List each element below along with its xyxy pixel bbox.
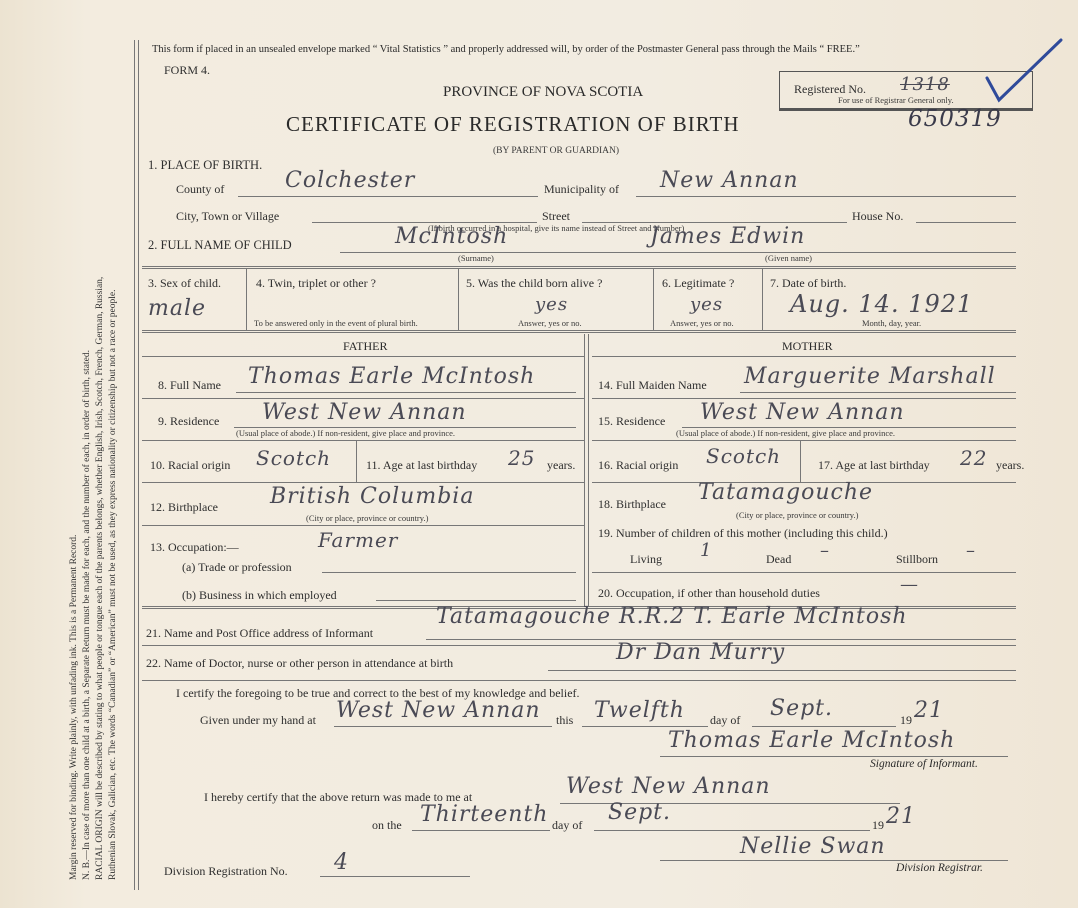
mother-years-label: years.: [996, 458, 1025, 472]
dead-value: –: [820, 540, 830, 561]
mother-residence: West New Annan: [700, 400, 905, 425]
doctor-value: Dr Dan Murry: [616, 640, 786, 665]
date-of-birth-note: Month, day, year.: [862, 318, 922, 328]
registered-number: 1318: [900, 74, 950, 95]
father-racial-origin-label: 10. Racial origin: [150, 458, 231, 472]
mother-residence-note: (Usual place of abode.) If non-resident, give place and province.: [676, 428, 896, 438]
father-name: Thomas Earle McIntosh: [248, 364, 536, 389]
county-label: County of: [176, 182, 225, 196]
registrar-signature: Nellie Swan: [740, 834, 886, 859]
certificate-subtitle: (BY PARENT OR GUARDIAN): [493, 146, 620, 156]
postal-notice: This form if placed in an unsealed envelope marked “ Vital Statistics ” and properly addressed will, by order of the Postmaster General pass through the Mails “ FREE.”: [152, 44, 860, 55]
margin-note-3: RACIAL ORIGIN will be described by stating to what people or tongue each of the parents belongs, whether English, Irish, Scotch, French, German, Russian,: [95, 276, 105, 880]
place-of-birth-label: 1. PLACE OF BIRTH.: [148, 158, 263, 172]
given-name-caption: (Given name): [765, 253, 812, 263]
certify-statement: I certify the foregoing to be true and correct to the best of my knowledge and belief.: [176, 686, 580, 700]
mother-racial-origin: Scotch: [706, 444, 782, 468]
father-residence-label: 9. Residence: [158, 414, 220, 428]
given-year-prefix: 19: [900, 713, 912, 727]
binding-margin-line: [134, 40, 135, 890]
twin-label: 4. Twin, triplet or other ?: [256, 276, 376, 290]
father-age: 25: [508, 446, 536, 470]
given-year: 21: [914, 698, 944, 723]
mother-age-label: 17. Age at last birthday: [818, 458, 930, 472]
county-value: Colchester: [285, 168, 416, 193]
father-occupation-label: 13. Occupation:—: [150, 540, 239, 554]
stillborn-value: –: [966, 540, 976, 561]
father-residence: West New Annan: [262, 400, 467, 425]
registrar-signature-caption: Division Registrar.: [896, 862, 983, 874]
registered-label: Registered No.: [794, 82, 866, 96]
sex-value: male: [148, 296, 207, 321]
registrar-year-prefix: 19: [872, 818, 884, 832]
margin-note-1: Margin reserved for binding. Write plainly, with unfading ink. This is a Permanent Record.: [69, 534, 79, 880]
on-the-label: on the: [372, 818, 402, 832]
registrar-day-of-label: day of: [552, 818, 583, 832]
division-registration-label: Division Registration No.: [164, 864, 288, 878]
informant-value: Tatamagouche R.R.2 T. Earle McIntosh: [436, 604, 908, 629]
given-under-hand-label: Given under my hand at: [200, 713, 316, 727]
mother-name-label: 14. Full Maiden Name: [598, 378, 707, 392]
margin-notes: [68, 40, 120, 880]
father-residence-note: (Usual place of abode.) If non-resident, give place and province.: [236, 428, 456, 438]
given-day-of-label: day of: [710, 713, 741, 727]
surname-caption: (Surname): [458, 253, 494, 263]
child-surname: McIntosh: [395, 224, 509, 249]
father-heading: FATHER: [343, 339, 388, 353]
living-value: 1: [700, 540, 713, 561]
legitimate-label: 6. Legitimate ?: [662, 276, 735, 290]
municipality-value: New Annan: [660, 168, 799, 193]
father-racial-origin: Scotch: [256, 446, 332, 470]
father-age-label: 11. Age at last birthday: [366, 458, 478, 472]
given-day: Twelfth: [594, 698, 685, 723]
house-no-label: House No.: [852, 209, 904, 223]
registrar-statement: I hereby certify that the above return was made to me at: [204, 790, 473, 804]
legitimate-note: Answer, yes or no.: [670, 318, 734, 328]
mother-birthplace: Tatamagouche: [698, 480, 874, 505]
father-birthplace-note: (City or place, province or country.): [306, 513, 429, 523]
mother-occupation: —: [900, 574, 919, 595]
doctor-label: 22. Name of Doctor, nurse or other person in attendance at birth: [146, 656, 454, 670]
father-birthplace: British Columbia: [270, 484, 475, 509]
date-of-birth-label: 7. Date of birth.: [770, 276, 847, 290]
check-mark-icon: [985, 38, 1065, 108]
registrar-place: West New Annan: [566, 774, 771, 799]
alive-label: 5. Was the child born alive ?: [466, 276, 603, 290]
child-name-label: 2. FULL NAME OF CHILD: [148, 238, 292, 252]
sex-label: 3. Sex of child.: [148, 276, 221, 290]
father-years-label: years.: [547, 458, 576, 472]
margin-note-2: N. B.—In case of more than one child at a birth, a Separate Return must be made for each, and the number of each, in order of birth, stated.: [82, 350, 92, 880]
division-registration-no: 4: [334, 850, 349, 875]
registrar-day: Thirteenth: [420, 802, 549, 827]
father-business-label: (b) Business in which employed: [182, 588, 337, 602]
father-trade-label: (a) Trade or profession: [182, 560, 292, 574]
certificate-number: 650319: [908, 106, 1002, 132]
this-label: this: [556, 713, 574, 727]
mother-children-label: 19. Number of children of this mother (including this child.): [598, 526, 888, 540]
city-label: City, Town or Village: [176, 209, 280, 223]
province-heading: PROVINCE OF NOVA SCOTIA: [443, 84, 644, 100]
given-place: West New Annan: [336, 698, 541, 723]
legitimate-value: yes: [690, 294, 724, 315]
binding-margin-line-2: [138, 40, 139, 890]
hospital-note: (If birth occurred in a hospital, give its name instead of Street and Number): [428, 223, 685, 233]
informant-signature-caption: Signature of Informant.: [870, 758, 978, 770]
father-occupation: Farmer: [318, 528, 399, 552]
informant-label: 21. Name and Post Office address of Informant: [146, 626, 374, 640]
street-label: Street: [542, 209, 570, 223]
twin-note: To be answered only in the event of plural birth.: [254, 318, 418, 328]
alive-note: Answer, yes or no.: [518, 318, 582, 328]
informant-signature: Thomas Earle McIntosh: [668, 728, 956, 753]
living-label: Living: [630, 552, 662, 566]
mother-heading: MOTHER: [782, 339, 833, 353]
mother-residence-label: 15. Residence: [598, 414, 666, 428]
father-name-label: 8. Full Name: [158, 378, 221, 392]
form-number: FORM 4.: [164, 63, 211, 77]
given-month: Sept.: [770, 696, 834, 721]
date-of-birth-value: Aug. 14. 1921: [790, 290, 974, 318]
mother-age: 22: [960, 446, 988, 470]
mother-birthplace-label: 18. Birthplace: [598, 497, 666, 511]
child-given-name: James Edwin: [650, 224, 806, 249]
stillborn-label: Stillborn: [896, 552, 939, 566]
certificate-title: CERTIFICATE OF REGISTRATION OF BIRTH: [286, 112, 740, 136]
alive-value: yes: [535, 294, 569, 315]
mother-racial-origin-label: 16. Racial origin: [598, 458, 679, 472]
municipality-label: Municipality of: [544, 182, 619, 196]
registrar-year: 21: [886, 804, 916, 829]
registrar-use-note: For use of Registrar General only.: [838, 95, 954, 105]
margin-note-4: Ruthenian Slovak, Galician, etc. The words “Canadian” or “American” must not be used, as they express nationality or citizenship but not a race or people.: [108, 289, 118, 880]
mother-name: Marguerite Marshall: [744, 364, 996, 389]
father-birthplace-label: 12. Birthplace: [150, 500, 218, 514]
dead-label: Dead: [766, 552, 792, 566]
registrar-month: Sept.: [608, 800, 672, 825]
mother-occupation-label: 20. Occupation, if other than household duties: [598, 586, 820, 600]
mother-birthplace-note: (City or place, province or country.): [736, 510, 859, 520]
